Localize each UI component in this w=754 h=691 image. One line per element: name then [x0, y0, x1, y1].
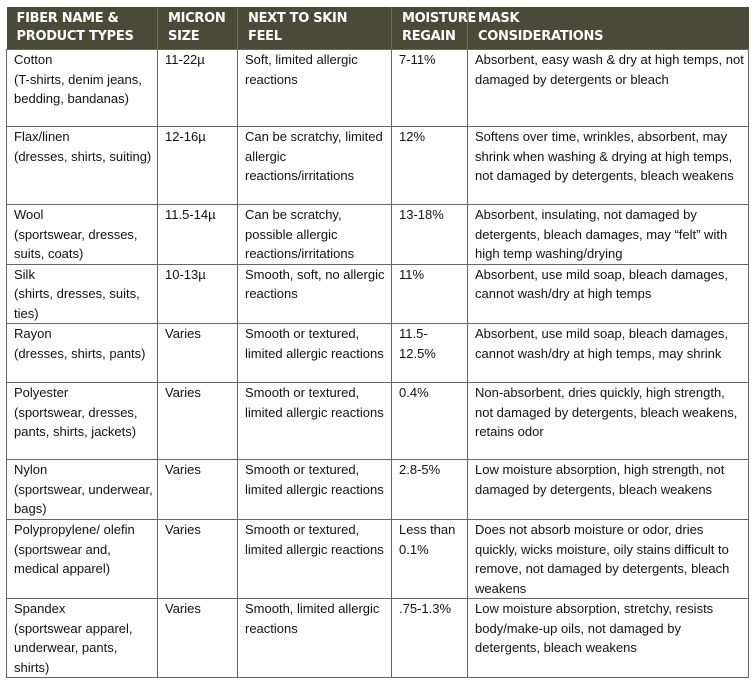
cell-feel: Smooth or textured, limited allergic reactions: [238, 520, 392, 599]
fiber-name: Rayon: [14, 326, 52, 341]
table-row: [7, 383, 749, 460]
cell-fiber: [7, 324, 158, 383]
cell-micron: Varies: [158, 520, 238, 599]
table-row: [7, 264, 749, 324]
table-header: [7, 7, 749, 50]
cell-mask: Non-absorbent, dries quickly, high strength, not damaged by detergents, bleach weakens, retains odor: [468, 383, 749, 460]
cell-moisture: 11.5-12.5%: [392, 324, 468, 383]
fiber-name: Polypropylene/ olefin: [14, 522, 135, 537]
product-types: (dresses, shirts, pants): [14, 345, 146, 361]
product-types: (sportswear apparel, underwear, pants, shirts): [14, 620, 133, 675]
cell-mask: Absorbent, use mild soap, bleach damages, cannot wash/dry at high temps: [468, 264, 749, 324]
header-skin-feel: NEXT TO SKIN FEEL: [238, 7, 392, 50]
cell-fiber: [7, 50, 158, 127]
cell-feel: Smooth or textured, limited allergic reactions: [238, 324, 392, 383]
product-types: (dresses, shirts, suiting): [14, 148, 152, 164]
fiber-name: Cotton: [14, 52, 53, 67]
cell-mask: Softens over time, wrinkles, absorbent, may shrink when washing & drying at high temps, not damaged by detergents, bleach weakens: [468, 127, 749, 205]
cell-feel: Smooth, limited allergic reactions: [238, 599, 392, 678]
product-types: (T-shirts, denim jeans, bedding, bandanas): [14, 71, 142, 106]
cell-micron: Varies: [158, 599, 238, 678]
fiber-comparison-table: [6, 7, 749, 678]
cell-feel: Can be scratchy, possible allergic reactions/irritations: [238, 205, 392, 265]
cell-fiber: [7, 460, 158, 520]
cell-fiber: [7, 264, 158, 324]
cell-moisture: 7-11%: [392, 50, 468, 127]
table-row: [7, 205, 749, 265]
table-body: [7, 50, 749, 678]
product-types: (sportswear, dresses, suits, coats): [14, 226, 138, 261]
fiber-name: Silk: [14, 266, 35, 282]
cell-feel: Smooth, soft, no allergic reactions: [238, 264, 392, 324]
table-row: [7, 127, 749, 205]
cell-feel: Soft, limited allergic reactions: [238, 50, 392, 127]
cell-moisture: 12%: [392, 127, 468, 205]
cell-fiber: [7, 383, 158, 460]
fiber-name: Nylon: [14, 462, 48, 477]
cell-micron: 11-22µ: [158, 50, 238, 127]
cell-micron: 12-16µ: [158, 127, 238, 205]
cell-fiber: [7, 520, 158, 599]
cell-mask: Absorbent, easy wash & dry at high temps, not damaged by detergents or bleach: [468, 50, 749, 127]
table-row: [7, 324, 749, 383]
cell-feel: Can be scratchy, limited allergic reactions/irritations: [238, 127, 392, 205]
cell-mask: Low moisture absorption, stretchy, resists body/make-up oils, not damaged by detergents, bleach weakens: [468, 599, 749, 678]
cell-fiber: [7, 127, 158, 205]
cell-mask: Does not absorb moisture or odor, dries quickly, wicks moisture, oily stains difficult to remove, not damaged by detergents, bleach weakens: [468, 520, 749, 599]
cell-fiber: [7, 599, 158, 678]
cell-moisture: 13-18%: [392, 205, 468, 265]
table-row: [7, 599, 749, 678]
fiber-name: Wool: [14, 207, 44, 222]
cell-feel: Smooth or textured, limited allergic reactions: [238, 460, 392, 520]
cell-mask: Absorbent, use mild soap, bleach damages, cannot wash/dry at high temps, may shrink: [468, 324, 749, 383]
cell-micron: 10-13µ: [158, 264, 238, 324]
cell-mask: Absorbent, insulating, not damaged by detergents, bleach damages, may “felt” with high temp washing/drying: [468, 205, 749, 265]
fiber-name: Spandex: [14, 601, 66, 616]
cell-moisture: 2.8-5%: [392, 460, 468, 520]
header-micron-size: MICRON SIZE: [158, 7, 238, 50]
fiber-name: Flax/linen: [14, 129, 70, 144]
cell-moisture: Less than 0.1%: [392, 520, 468, 599]
table-row: [7, 520, 749, 599]
cell-fiber: [7, 205, 158, 265]
product-types: (sportswear, underwear, bags): [14, 481, 153, 516]
cell-micron: Varies: [158, 324, 238, 383]
fiber-name: Polyester: [14, 385, 69, 400]
product-types: (sportswear and, medical apparel): [14, 541, 111, 576]
table-row: [7, 50, 749, 127]
table-row: [7, 460, 749, 520]
cell-moisture: .75-1.3%: [392, 599, 468, 678]
product-types: (sportswear, dresses, pants, shirts, jackets): [14, 404, 138, 439]
cell-moisture: 11%: [392, 264, 468, 324]
cell-micron: Varies: [158, 383, 238, 460]
cell-feel: Smooth or textured, limited allergic reactions: [238, 383, 392, 460]
header-mask-considerations: MASK CONSIDERATIONS: [468, 7, 749, 50]
cell-micron: 11.5-14µ: [158, 205, 238, 265]
cell-mask: Low moisture absorption, high strength, not damaged by detergents, bleach weakens: [468, 460, 749, 520]
cell-moisture: 0.4%: [392, 383, 468, 460]
header-moisture-regain: MOISTURE REGAIN: [392, 7, 468, 50]
header-row: [7, 7, 749, 50]
cell-micron: Varies: [158, 460, 238, 520]
header-fiber-name: FIBER NAME & PRODUCT TYPES: [7, 7, 158, 50]
product-types: (shirts, dresses, suits, ties): [14, 286, 140, 321]
